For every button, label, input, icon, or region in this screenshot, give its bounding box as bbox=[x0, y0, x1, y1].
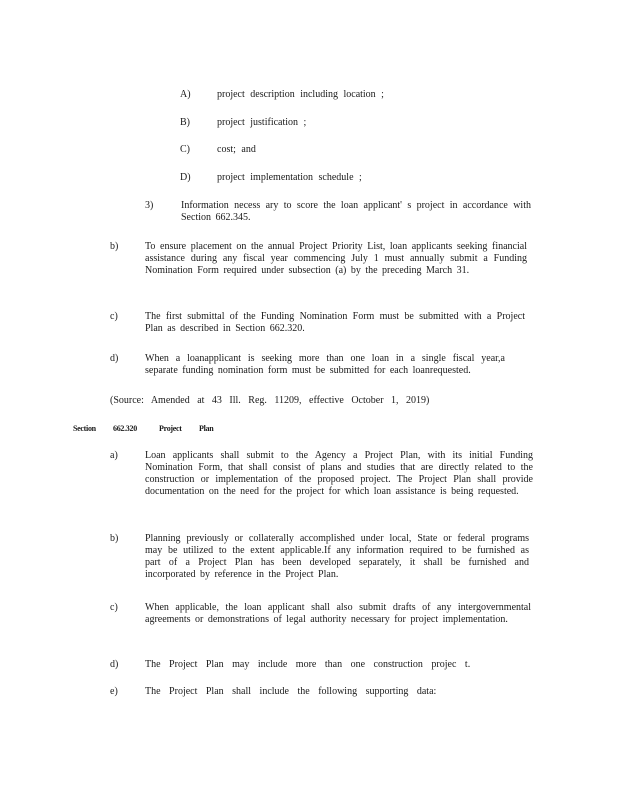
section-heading-word: Section bbox=[73, 424, 96, 433]
sec-b-text: Planning previously or collaterally accomplished under local, State or federal programs may be utilized to the extent applicable.If any information required to be furnished as part of a Project Plan has been developed separately, it shall be furnished and incorporated by reference in the Project Plan. bbox=[145, 533, 529, 580]
list-item-a-text: project description including location ; bbox=[217, 89, 384, 100]
sec-d-label: d) bbox=[110, 659, 119, 670]
sec-b-label: b) bbox=[110, 533, 119, 544]
section-heading-title-2: Plan bbox=[199, 424, 214, 433]
prev-d-text: When a loanapplicant is seeking more than one loan in a single fiscal year,a separate funding nomination form must be submitted for each loanrequested. bbox=[145, 353, 505, 376]
sec-c-label: c) bbox=[110, 602, 118, 613]
section-heading-title-1: Project bbox=[159, 424, 182, 433]
sec-e-text: The Project Plan shall include the following supporting data: bbox=[145, 686, 437, 697]
sec-d-text: The Project Plan may include more than one construction projec t. bbox=[145, 659, 471, 670]
sec-a-label: a) bbox=[110, 450, 118, 461]
list-item-c-text: cost; and bbox=[217, 144, 256, 155]
sec-e-label: e) bbox=[110, 686, 118, 697]
prev-b-label: b) bbox=[110, 241, 119, 252]
list-item-b-text: project justification ; bbox=[217, 117, 307, 128]
item-3-label: 3) bbox=[145, 200, 154, 211]
section-heading-number: 662.320 bbox=[113, 424, 137, 433]
list-item-d-label: D) bbox=[180, 172, 191, 183]
list-item-a-label: A) bbox=[180, 89, 191, 100]
list-item-c-label: C) bbox=[180, 144, 190, 155]
prev-c-text: The first submittal of the Funding Nomination Form must be submitted with a Project Plan as described in Section 662.320. bbox=[145, 311, 525, 334]
list-item-d-text: project implementation schedule ; bbox=[217, 172, 362, 183]
prev-c-label: c) bbox=[110, 311, 118, 322]
list-item-b-label: B) bbox=[180, 117, 190, 128]
sec-a-text: Loan applicants shall submit to the Agency a Project Plan, with its initial Funding Nomination Form, that shall consist of plans and studies that are directly related to the construction or implementation of the proposed project. The Project Plan shall provide documentation on the need for the project for which loan assistance is being requested. bbox=[145, 450, 533, 497]
sec-c-text: When applicable, the loan applicant shall also submit drafts of any intergovernmental agreements or demonstrations of legal authority necessary for project implementation. bbox=[145, 602, 531, 625]
prev-b-text: To ensure placement on the annual Project Priority List, loan applicants seeking financial assistance during any fiscal year commencing July 1 must annually submit a Funding Nomination Form required under subsection (a) by the preceding March 31. bbox=[145, 241, 527, 276]
prev-d-label: d) bbox=[110, 353, 119, 364]
item-3-text: Information necess ary to score the loan applicant' s project in accordance with Section 662.345. bbox=[181, 200, 531, 223]
source-note: (Source: Amended at 43 Ill. Reg. 11209, effective October 1, 2019) bbox=[110, 395, 430, 406]
